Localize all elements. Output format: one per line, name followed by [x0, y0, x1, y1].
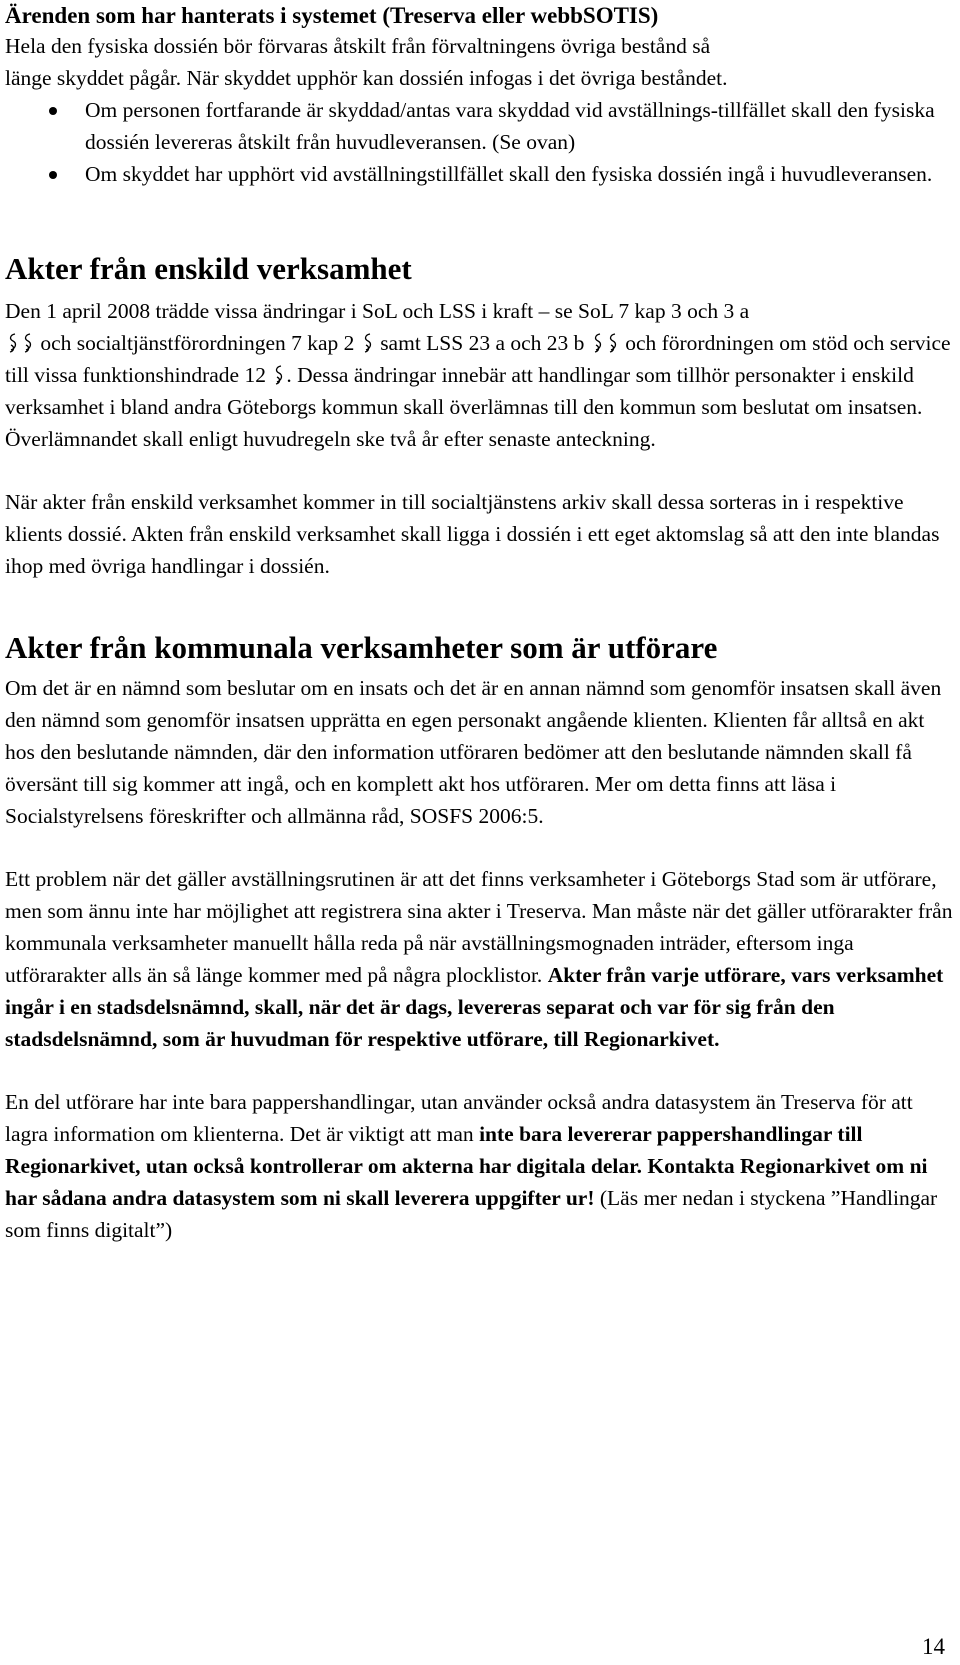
paragraph-emphasis: inte bara levererar pappershandlingar till Regionarkivet, utan också kontrollerar om akterna har digitala delar. Kontakta Regionarkivet om ni har sådana andra datasystem som ni skall leverera uppgifter ur! — [5, 1122, 928, 1210]
bullet-item-protected — [5, 94, 955, 158]
paragraph-emphasis: Akter från varje utförare, vars verksamhet ingår i en stadsdelsnämnd, skall, när det är dags, levereras separat och var för sig från den stadsdelsnämnd, som är huvudman för respektive utförare, till Regionarkivet. — [5, 963, 944, 1051]
spacer — [5, 455, 960, 486]
section-sign-fragment-icon — [7, 332, 18, 354]
section-sign-fragment-icon — [22, 332, 33, 354]
paragraph-part: och socialtjänstförordningen 7 kap 2 — [40, 331, 355, 355]
paragraph-part: Den 1 april 2008 trädde vissa ändringar i SoL och LSS i kraft – se SoL 7 kap 3 och 3 a — [5, 299, 750, 323]
section-sign-fragment-icon — [273, 364, 284, 386]
bullet-icon — [49, 107, 57, 115]
paragraph-part: En del utförare har inte bara pappershandlingar, utan använder också andra datasystem än Treserva för att lagra information om klienterna. Det är viktigt att man — [5, 1090, 913, 1146]
sub-heading-treserva: Ärenden som har hanterats i systemet (Treserva eller webbSOTIS) — [5, 3, 659, 28]
intro-line-1: Hela den fysiska dossién bör förvaras åtskilt från förvaltningens övriga bestånd så — [5, 34, 711, 58]
bullet-item-expired — [5, 158, 955, 190]
section-title-municipal-providers: Akter från kommunala verksamheter som är utförare — [5, 630, 718, 665]
paragraph-part: . Dessa ändringar innebär att handlingar som tillhör personakter i enskild verksamhet i bland andra Göteborgs kommun skall överlämnas till den kommun som beslutat om insatsen. Överlämnandet skall enligt huvudregeln ske två år efter senaste anteckning. — [5, 363, 923, 451]
paragraph-municipal-problem — [5, 863, 955, 1055]
paragraph-municipal-digital — [5, 1086, 955, 1246]
intro-line-2: länge skyddet pågår. När skyddet upphör kan dossién infogas i det övriga beståndet. — [5, 66, 728, 90]
bullet-list — [5, 94, 960, 190]
paragraph-private-sorting: När akter från enskild verksamhet kommer in till socialtjänstens arkiv skall dessa sorteras in i respektive klients dossié. Akten från enskild verksamhet skall ligga i dossién i ett eget aktomslag så att den inte blandas ihop med övriga handlingar i dossién. — [5, 490, 940, 578]
spacer — [5, 832, 960, 863]
spacer — [5, 190, 960, 249]
paragraph-part: (Läs mer nedan i styckena ”Handlingar som finns digitalt”) — [5, 1186, 938, 1242]
section-sign-fragment-icon — [607, 332, 618, 354]
page-number: 14 — [922, 1634, 945, 1659]
paragraph-part: samt LSS 23 a och 23 b — [380, 331, 585, 355]
bullet-text-protected: Om personen fortfarande är skyddad/antas vara skyddad vid avställnings-tillfället skall den fysiska dossién levereras åtskilt från huvudleveransen. (Se ovan) — [85, 98, 935, 154]
spacer — [5, 1055, 960, 1086]
paragraph-part: Ett problem när det gäller avställningsrutinen är att det finns verksamheter i Göteborgs Stad som är utförare, men som ännu inte har möjlighet att registrera sina akter i Treserva. Man måste när det gäller utförarakter från kommunala verksamheter manuellt hålla reda på när avställningsmognaden inträder, eftersom inga utförarakter alls än så länge kommer med på några plocklistor. — [5, 867, 953, 987]
spacer — [5, 582, 960, 628]
section-title-private-operations: Akter från enskild verksamhet — [5, 251, 412, 286]
paragraph-private-law-changes — [5, 295, 955, 455]
section-sign-fragment-icon — [592, 332, 603, 354]
section-sign-fragment-icon — [362, 332, 373, 354]
paragraph-part: och förordningen om stöd och service till vissa funktionshindrade 12 — [5, 331, 951, 387]
bullet-icon — [49, 171, 57, 179]
bullet-text-expired: Om skyddet har upphört vid avställningstillfället skall den fysiska dossién ingå i huvudleveransen. — [85, 162, 933, 186]
paragraph-municipal-intro: Om det är en nämnd som beslutar om en insats och det är en annan nämnd som genomför insatsen skall även den nämnd som genomför insatsen upprätta en egen personakt angående klienten. Klienten får alltså en akt hos den beslutande nämnden, där den information utföraren bedömer att den beslutande nämnden skall få översänt till sig kommer att ingå, och en komplett akt hos utföraren. Mer om detta finns att läsa i Socialstyrelsens föreskrifter och allmänna råd, SOSFS 2006:5. — [5, 676, 942, 828]
